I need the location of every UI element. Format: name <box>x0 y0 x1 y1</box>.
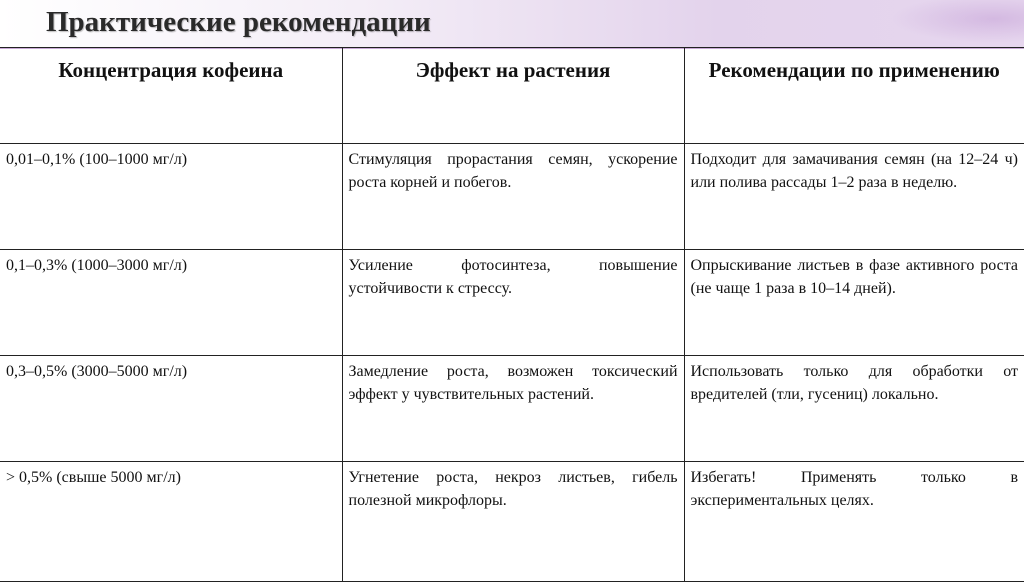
header-decoration <box>874 0 1024 47</box>
table-header-row <box>0 48 1024 144</box>
cell-recommendation: Использовать только для обработки от вредителей (тли, гусениц) локально. <box>684 356 1024 462</box>
recommendations-table <box>0 47 1024 582</box>
header-effect: Эффект на растения <box>342 48 684 144</box>
cell-recommendation: Подходит для замачивания семян (на 12–24 ч) или полива рассады 1–2 раза в неделю. <box>684 144 1024 250</box>
cell-effect: Усиление фотосинтеза, повышение устойчивости к стрессу. <box>342 250 684 356</box>
table-row <box>0 250 1024 356</box>
cell-effect: Угнетение роста, некроз листьев, гибель полезной микрофлоры. <box>342 462 684 582</box>
cell-concentration: 0,1–0,3% (1000–3000 мг/л) <box>0 250 342 356</box>
cell-recommendation: Избегать! Применять только в экспериментальных целях. <box>684 462 1024 582</box>
table-row <box>0 462 1024 582</box>
cell-effect: Стимуляция прорастания семян, ускорение роста корней и побегов. <box>342 144 684 250</box>
header-concentration: Концентрация кофеина <box>0 48 342 144</box>
page-title: Практические рекомендации <box>46 6 431 38</box>
table-row <box>0 356 1024 462</box>
header-recommendation: Рекомендации по применению <box>684 48 1024 144</box>
cell-concentration: 0,3–0,5% (3000–5000 мг/л) <box>0 356 342 462</box>
cell-concentration: 0,01–0,1% (100–1000 мг/л) <box>0 144 342 250</box>
cell-concentration: > 0,5% (свыше 5000 мг/л) <box>0 462 342 582</box>
cell-recommendation: Опрыскивание листьев в фазе активного роста (не чаще 1 раза в 10–14 дней). <box>684 250 1024 356</box>
table-row <box>0 144 1024 250</box>
cell-effect: Замедление роста, возможен токсический эффект у чувствительных растений. <box>342 356 684 462</box>
title-bar <box>0 0 1024 49</box>
